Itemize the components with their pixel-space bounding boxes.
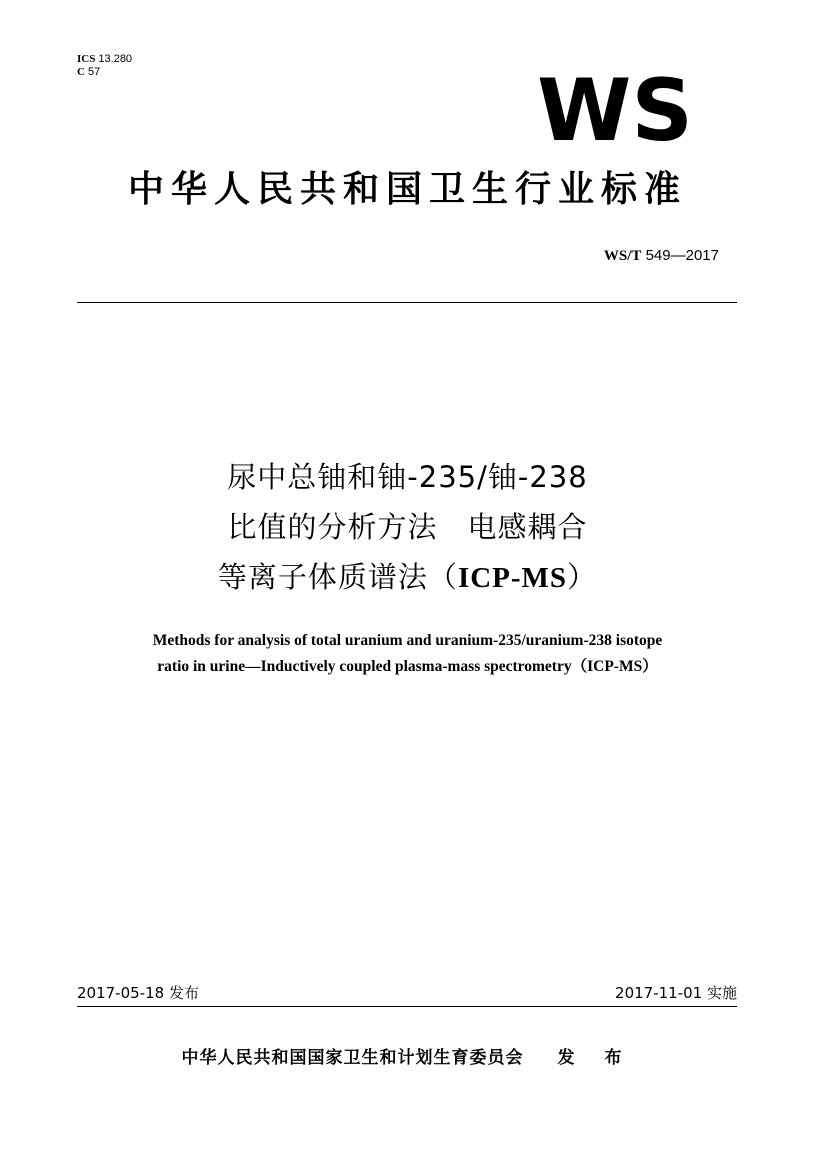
ws-logo [535, 64, 695, 144]
ics-code: 13.280 [98, 53, 133, 65]
chinese-title-line-3-suffix: ） [567, 560, 598, 594]
ws-logo-text: WS [537, 64, 693, 144]
ics-prefix: ICS [77, 53, 96, 65]
publisher-verb: 发 布 [557, 1048, 634, 1068]
ccs-code: 57 [88, 66, 101, 78]
chinese-title-line-2: 比值的分析方法 电感耦合 [227, 510, 588, 544]
chinese-title [0, 452, 815, 603]
ccs-code-line [77, 66, 132, 79]
standard-prefix: WS/T [603, 248, 642, 264]
publisher [0, 1047, 815, 1069]
english-title-line-1: Methods for analysis of total uranium and uranium-235/uranium-238 isotope [152, 632, 663, 649]
footer-divider [77, 1006, 737, 1007]
header-divider [77, 302, 737, 303]
chinese-title-line-3 [0, 552, 815, 603]
implement-date: 2017-11-01 实施 [615, 984, 737, 1002]
issue-date: 2017-05-18 发布 [77, 984, 199, 1002]
classification-codes [77, 53, 132, 79]
chinese-title-line-3-prefix: 等离子体质谱法（ [217, 560, 458, 594]
standard-number [604, 247, 719, 265]
chinese-title-line-1: 尿中总铀和铀-235/铀-238 [227, 460, 588, 494]
standard-type-title: 中华人民共和国卫生行业标准 [127, 169, 687, 210]
standard-number-value: 549—2017 [645, 247, 719, 264]
ccs-prefix: C [77, 66, 85, 78]
publisher-organization: 中华人民共和国国家卫生和计划生育委员会 [181, 1048, 524, 1068]
chinese-title-abbr: ICP-MS [457, 562, 568, 594]
english-title-line-2: ratio in urine—Inductively coupled plasma-mass spectrometry（ICP-MS） [157, 658, 658, 675]
english-title [60, 628, 755, 680]
ics-code-line [77, 53, 132, 66]
